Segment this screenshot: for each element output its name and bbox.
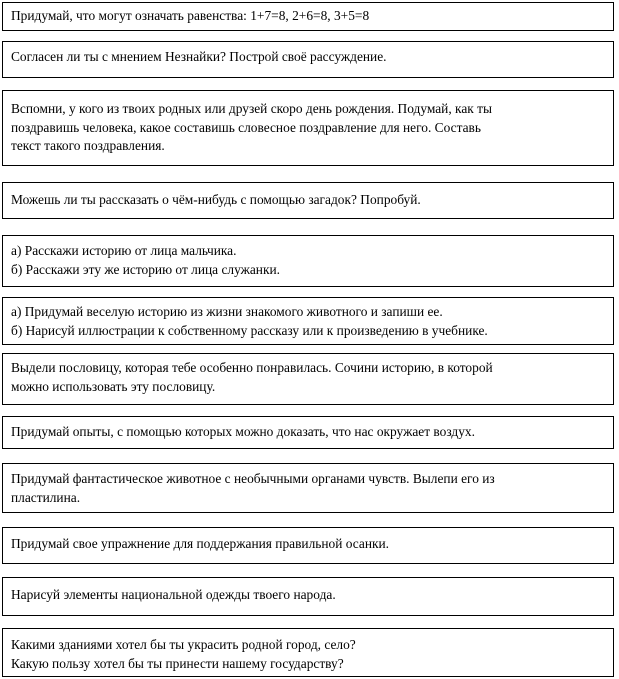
task-text-line-2: пластилина. bbox=[11, 489, 81, 505]
task-box-6 bbox=[2, 297, 614, 345]
task-text: Придумай опыты, с помощью которых можно доказать, что нас окружает воздух. bbox=[11, 424, 475, 439]
task-text-line-2: поздравишь человека, какое составишь словесное поздравление для него. Составь bbox=[11, 119, 481, 135]
task-text: Согласен ли ты с мнением Незнайки? Построй своё рассуждение. bbox=[11, 49, 387, 64]
task-text-line-1: Вспомни, у кого из твоих родных или друзей скоро день рождения. Подумай, как ты bbox=[11, 101, 492, 116]
task-text-line-2: Какую пользу хотел бы ты принести нашему государству? bbox=[11, 655, 344, 671]
task-text-line-2: б) Расскажи эту же историю от лица служанки. bbox=[11, 261, 280, 277]
task-box-12 bbox=[2, 628, 614, 677]
task-box-5 bbox=[2, 235, 614, 287]
task-box-1 bbox=[2, 2, 614, 31]
task-box-7 bbox=[2, 353, 614, 405]
task-box-10 bbox=[2, 527, 614, 564]
task-box-4 bbox=[2, 182, 614, 219]
task-box-2 bbox=[2, 41, 614, 78]
task-box-9 bbox=[2, 463, 614, 513]
task-box-11 bbox=[2, 577, 614, 616]
task-text-line-1: а) Придумай веселую историю из жизни знакомого животного и запиши ее. bbox=[11, 304, 443, 319]
task-text-line-3: текст такого поздравления. bbox=[11, 138, 165, 153]
task-box-8 bbox=[2, 416, 614, 449]
task-text: Можешь ли ты рассказать о чём-нибудь с помощью загадок? Попробуй. bbox=[11, 192, 421, 207]
task-text-line-1: Придумай фантастическое животное с необычными органами чувств. Вылепи его из bbox=[11, 471, 495, 486]
task-text-line-1: а) Расскажи историю от лица мальчика. bbox=[11, 243, 237, 258]
task-text: Придумай свое упражнение для поддержания правильной осанки. bbox=[11, 536, 390, 551]
task-box-3 bbox=[2, 90, 614, 166]
task-text-line-1: Выдели пословицу, которая тебе особенно понравилась. Сочини историю, в которой bbox=[11, 360, 493, 375]
task-text: Нарисуй элементы национальной одежды твоего народа. bbox=[11, 587, 336, 602]
task-text-line-1: Какими зданиями хотел бы ты украсить родной город, село? bbox=[11, 637, 356, 652]
task-text: Придумай, что могут означать равенства: 1+7=8, 2+6=8, 3+5=8 bbox=[11, 8, 370, 23]
task-text-line-2: б) Нарисуй иллюстрации к собственному рассказу или к произведению в учебнике. bbox=[11, 322, 488, 338]
task-text-line-2: можно использовать эту пословицу. bbox=[11, 378, 216, 394]
